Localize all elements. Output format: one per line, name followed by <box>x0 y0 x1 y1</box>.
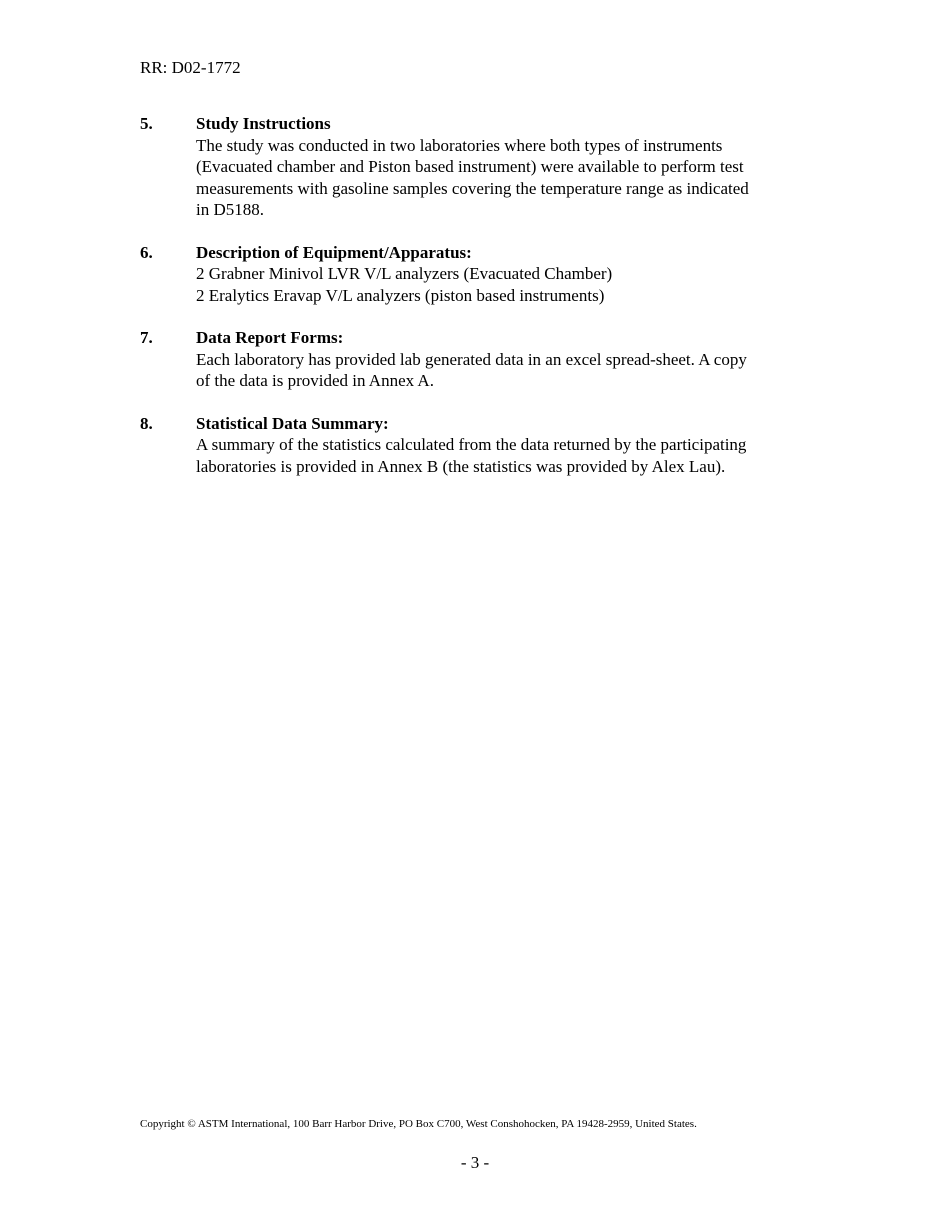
document-body <box>140 113 820 498</box>
section-text-line: laboratories is provided in Annex B (the statistics was provided by Alex Lau). <box>196 456 726 476</box>
section-text-line: in D5188. <box>196 200 264 219</box>
report-reference: RR: D02-1772 <box>140 58 241 77</box>
section-content <box>196 413 820 478</box>
section-title: Description of Equipment/Apparatus: <box>196 242 472 262</box>
section-data-report-forms <box>140 327 820 392</box>
section-text-line: Each laboratory has provided lab generated data in an excel spread-sheet. A copy <box>196 349 747 369</box>
page-number: - 3 - <box>460 1153 490 1172</box>
section-text-line: A summary of the statistics calculated from the data returned by the participating <box>196 435 747 454</box>
section-content <box>196 113 820 221</box>
section-text-line: (Evacuated chamber and Piston based instrument) were available to perform test <box>196 157 744 176</box>
section-text-line: of the data is provided in Annex A. <box>196 371 434 390</box>
section-study-instructions <box>140 113 820 221</box>
section-text-line: measurements with gasoline samples covering the temperature range as indicated <box>196 178 749 198</box>
section-number: 5. <box>140 114 153 133</box>
section-number: 6. <box>140 242 153 262</box>
copyright-notice: Copyright © ASTM International, 100 Barr Harbor Drive, PO Box C700, West Conshohocken, PA 19428-2959, United States. <box>140 1118 697 1130</box>
section-text-line: The study was conducted in two laboratories where both types of instruments <box>196 135 723 155</box>
section-text-line: 2 Eralytics Eravap V/L analyzers (piston based instruments) <box>196 285 605 305</box>
section-number: 7. <box>140 328 153 347</box>
section-equipment <box>140 242 820 307</box>
section-title: Study Instructions <box>196 114 331 133</box>
section-title: Data Report Forms: <box>196 328 344 347</box>
section-title: Statistical Data Summary: <box>196 413 389 433</box>
section-text-line: 2 Grabner Minivol LVR V/L analyzers (Evacuated Chamber) <box>196 264 613 283</box>
section-statistical-summary <box>140 413 820 478</box>
section-content <box>196 242 820 307</box>
section-content <box>196 327 820 392</box>
section-number: 8. <box>140 413 153 433</box>
